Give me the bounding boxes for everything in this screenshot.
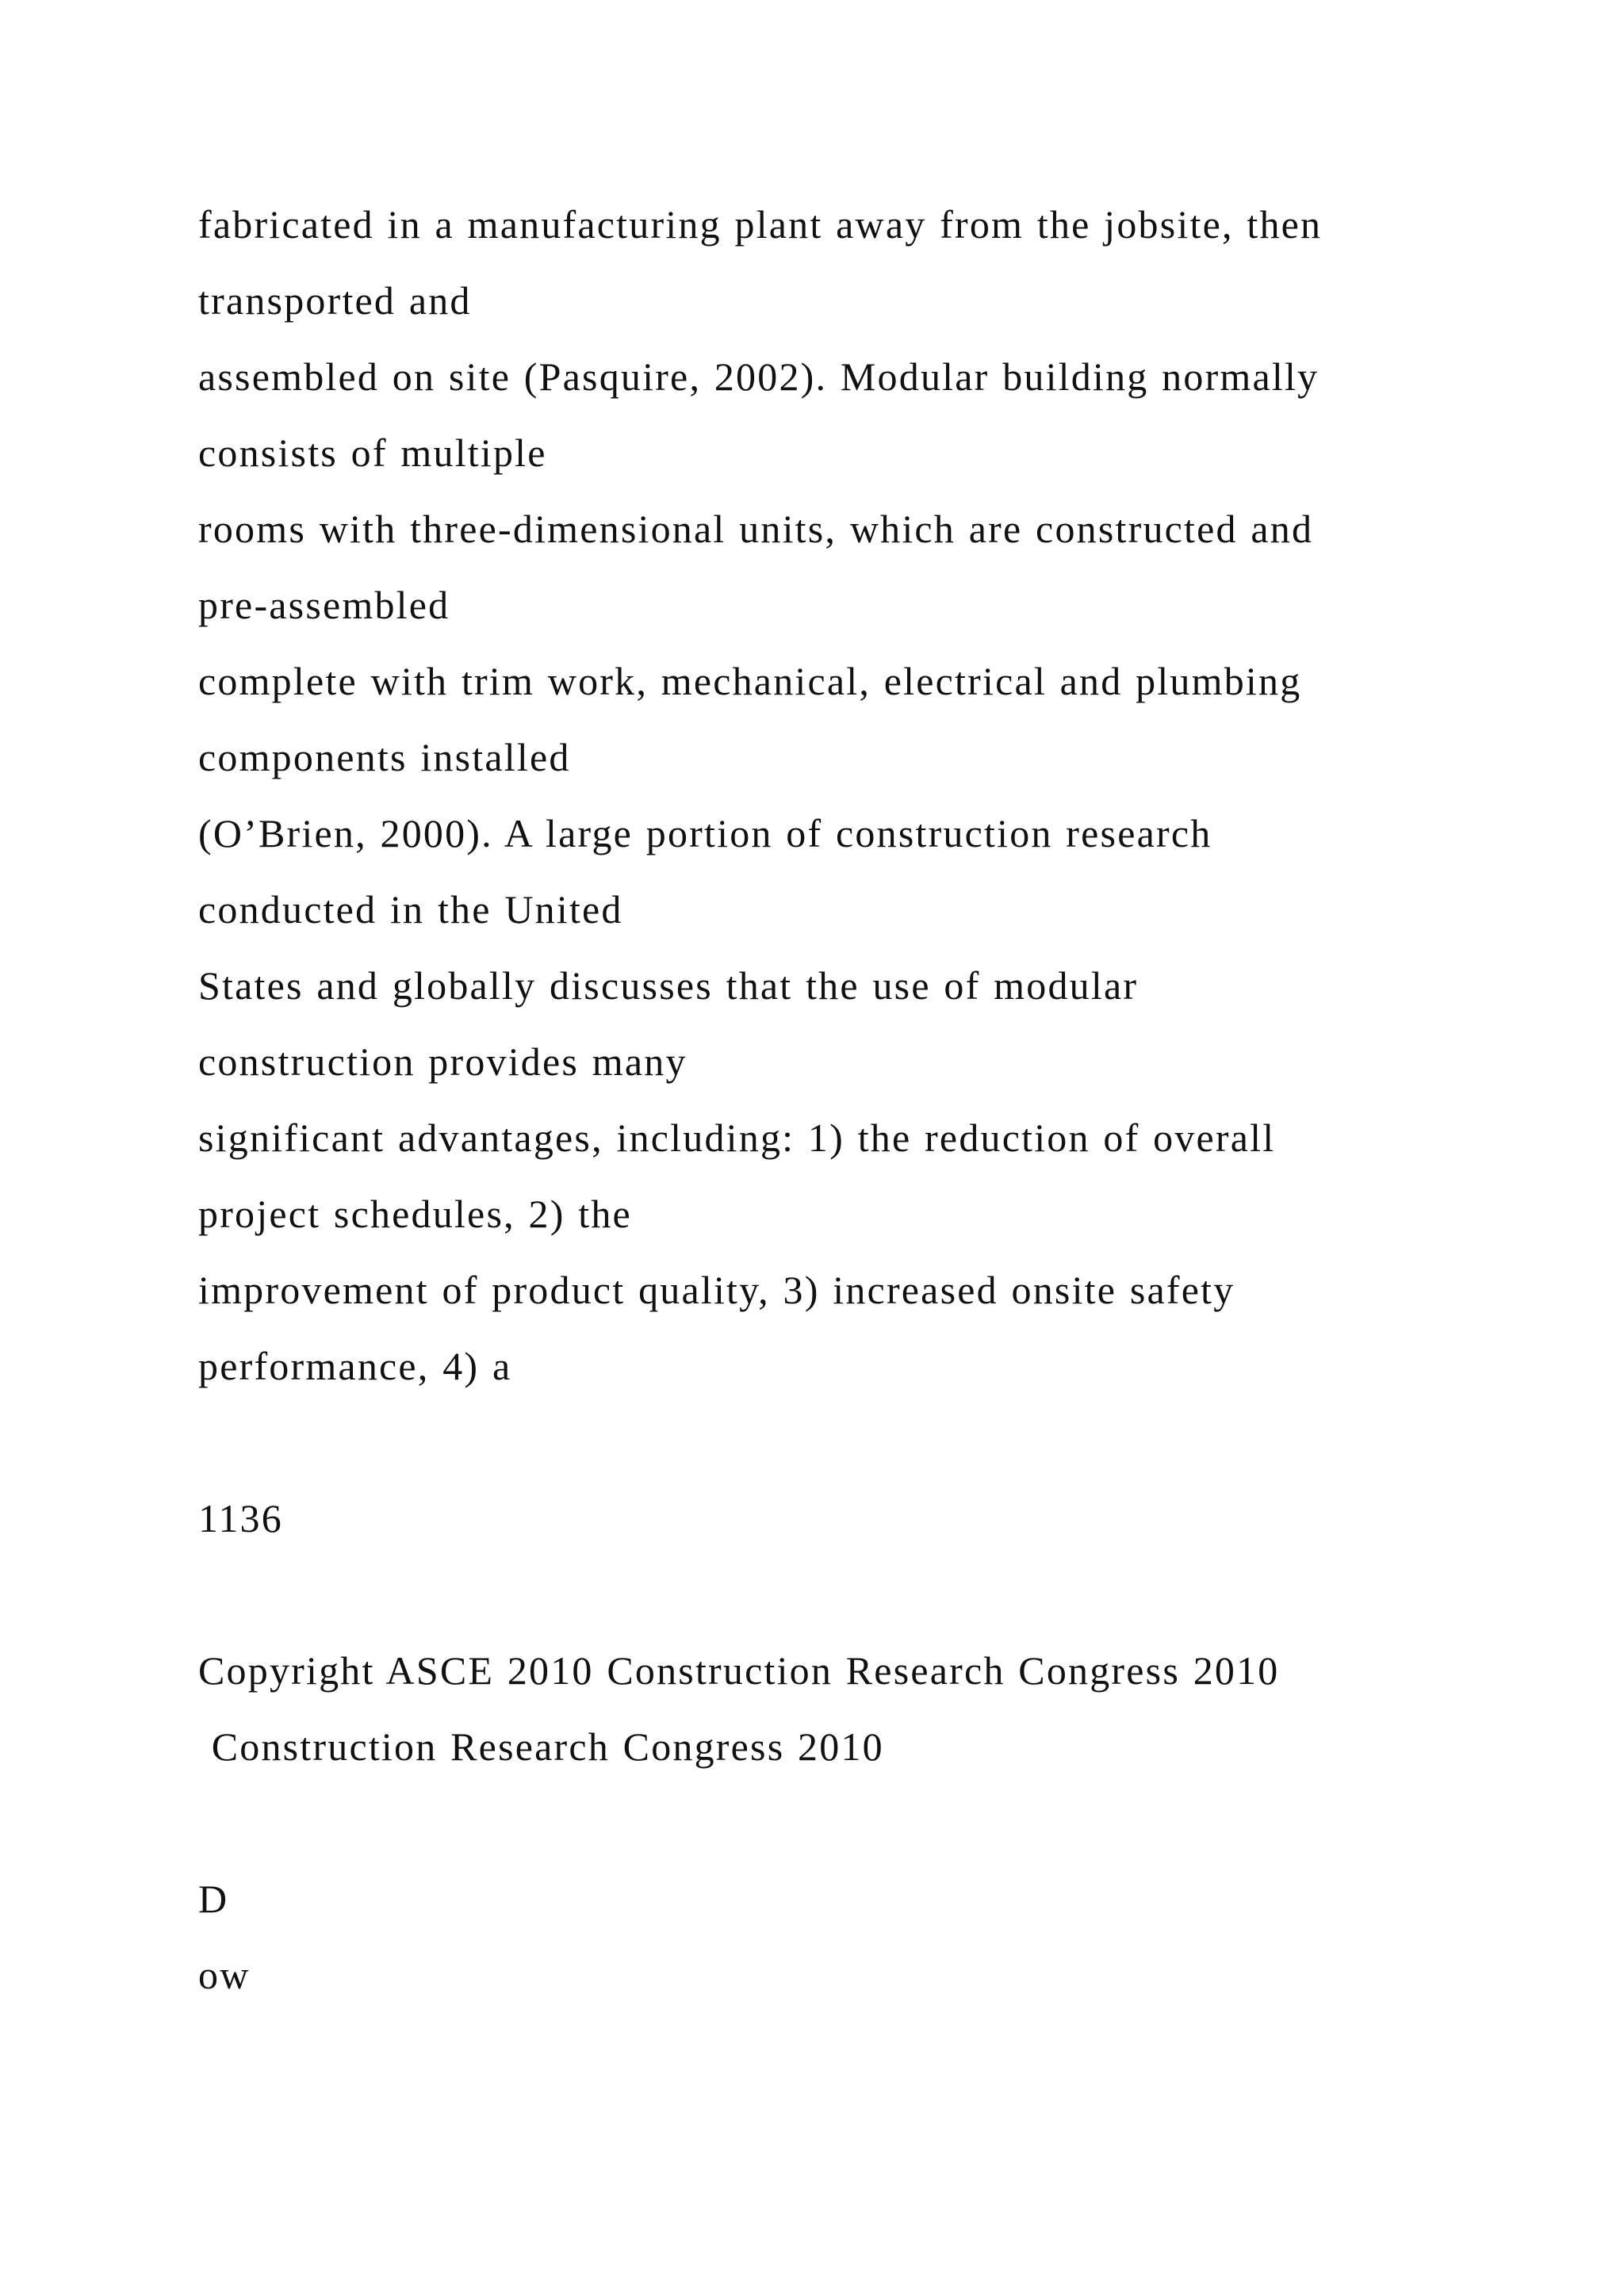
download-watermark-fragment: D: [198, 1877, 229, 1921]
body-line: pre-assembled: [198, 583, 450, 627]
body-line: (O’Brien, 2000). A large portion of construction research: [198, 811, 1212, 855]
body-line: performance, 4) a: [198, 1344, 512, 1388]
body-line: States and globally discusses that the use of modular: [198, 963, 1139, 1008]
body-line: complete with trim work, mechanical, electrical and plumbing: [198, 659, 1302, 703]
body-line: project schedules, 2) the: [198, 1192, 632, 1236]
body-line: components installed: [198, 735, 571, 779]
page-number: 1136: [198, 1496, 283, 1540]
body-line: consists of multiple: [198, 430, 547, 475]
body-line: construction provides many: [198, 1039, 688, 1084]
conference-footer: Construction Research Congress 2010: [198, 1724, 884, 1769]
body-line: fabricated in a manufacturing plant away from the jobsite, then: [198, 202, 1323, 247]
body-line: conducted in the United: [198, 887, 623, 932]
download-watermark-fragment: ow: [198, 1953, 251, 1997]
body-line: significant advantages, including: 1) the reduction of overall: [198, 1115, 1276, 1160]
body-line: transported and: [198, 278, 472, 323]
body-line: rooms with three-dimensional units, which are constructed and: [198, 507, 1314, 551]
body-line: assembled on site (Pasquire, 2002). Modular building normally: [198, 354, 1320, 399]
body-line: improvement of product quality, 3) increased onsite safety: [198, 1268, 1235, 1312]
copyright-footer: Copyright ASCE 2010 Construction Research Congress 2010: [198, 1648, 1280, 1693]
